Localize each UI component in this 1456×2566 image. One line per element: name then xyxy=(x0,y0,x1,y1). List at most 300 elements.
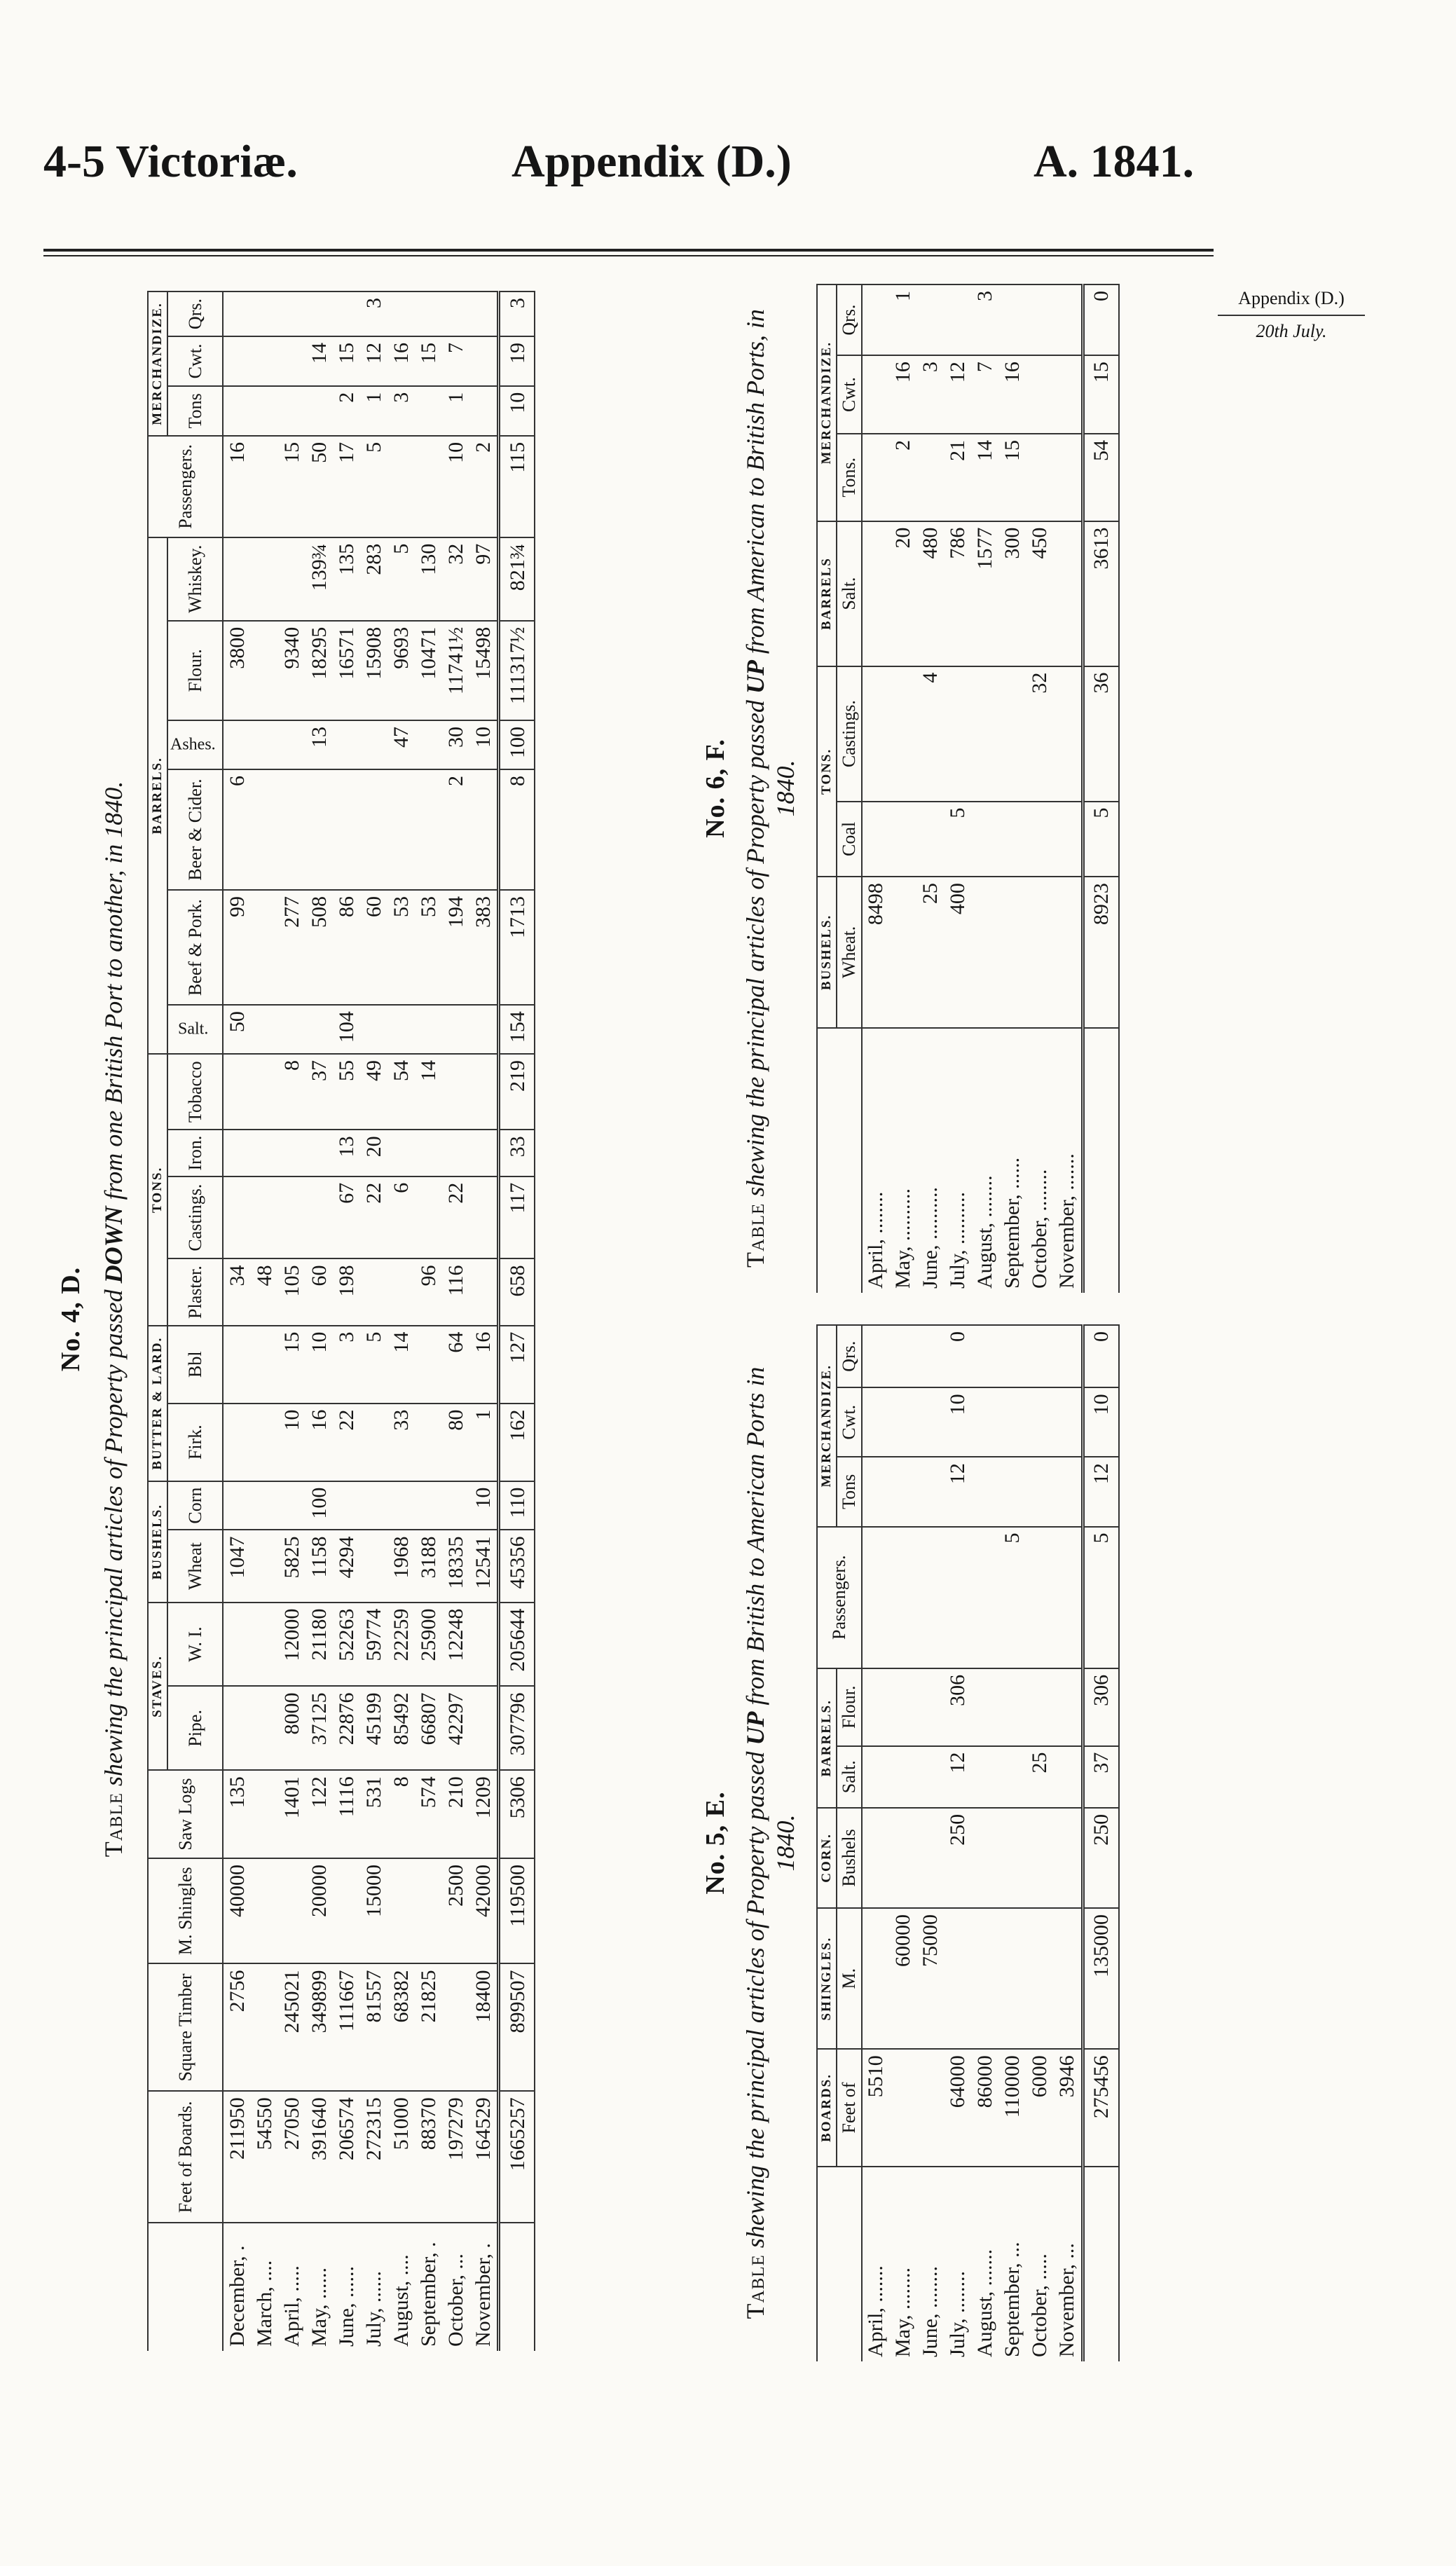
value-cell: 574 xyxy=(415,1770,442,1858)
value-cell xyxy=(333,1858,360,1964)
value-cell: 111667 xyxy=(333,1964,360,2092)
value-cell: 15 xyxy=(415,336,442,386)
value-cell xyxy=(862,1457,890,1526)
col-header: Feet of Boards. xyxy=(148,2091,223,2223)
value-cell: 480 xyxy=(917,521,945,666)
value-cell xyxy=(387,436,415,537)
month-cell: April, ........ xyxy=(862,1028,890,1293)
value-cell xyxy=(360,1005,387,1054)
table-6-number: No. 6, F. xyxy=(701,739,730,838)
value-cell xyxy=(415,1326,442,1404)
group-header: CORN. xyxy=(817,1808,837,1908)
value-cell xyxy=(251,769,278,890)
table-5-body xyxy=(862,1325,1119,2361)
value-cell: 105 xyxy=(278,1258,305,1325)
value-cell: 349899 xyxy=(305,1964,333,2092)
value-cell xyxy=(972,1527,999,1668)
value-cell xyxy=(1026,802,1054,877)
value-cell xyxy=(251,386,278,436)
value-cell: 4 xyxy=(917,666,945,802)
value-cell xyxy=(917,434,945,521)
value-cell xyxy=(251,720,278,769)
value-cell xyxy=(890,1668,917,1746)
value-cell xyxy=(360,1404,387,1481)
value-cell: 198 xyxy=(333,1258,360,1325)
value-cell: 10 xyxy=(442,436,469,537)
value-cell xyxy=(999,1387,1026,1457)
value-cell xyxy=(1026,434,1054,521)
value-cell xyxy=(917,1325,945,1387)
value-cell: 11741½ xyxy=(442,621,469,720)
value-cell: 117 xyxy=(499,1176,535,1259)
value-cell: 127 xyxy=(499,1326,535,1404)
value-cell xyxy=(360,720,387,769)
value-cell: 219 xyxy=(499,1054,535,1130)
value-cell: 25 xyxy=(917,877,945,1027)
value-cell: 12 xyxy=(945,355,972,434)
value-cell xyxy=(862,355,890,434)
col-header: Flour. xyxy=(167,621,223,720)
value-cell xyxy=(278,769,305,890)
value-cell: 130 xyxy=(415,537,442,621)
group-header: BUSHELS. xyxy=(148,1481,167,1603)
value-cell: 81557 xyxy=(360,1964,387,2092)
value-cell xyxy=(862,1668,890,1746)
value-cell xyxy=(469,1130,499,1176)
value-cell xyxy=(278,291,305,336)
value-cell: 2756 xyxy=(223,1964,251,2092)
value-cell xyxy=(442,1005,469,1054)
value-cell: 20000 xyxy=(305,1858,333,1964)
value-cell: 10 xyxy=(278,1404,305,1481)
col-header: Beef & Pork. xyxy=(167,890,223,1005)
value-cell: 154 xyxy=(499,1005,535,1054)
table-row xyxy=(945,1325,972,2361)
value-cell xyxy=(945,1527,972,1668)
value-cell: 32 xyxy=(1026,666,1054,802)
value-cell: 135 xyxy=(223,1770,251,1858)
margin-note-date: 20th July. xyxy=(1218,315,1365,343)
table-4-title-prefix: Table xyxy=(99,1792,128,1858)
value-cell: 66807 xyxy=(415,1686,442,1770)
value-cell: 33 xyxy=(387,1404,415,1481)
table-6-title-prefix: Table xyxy=(741,1202,769,1268)
value-cell xyxy=(251,1481,278,1530)
value-cell: 135 xyxy=(333,537,360,621)
value-cell xyxy=(890,1387,917,1457)
col-header: Saw Logs xyxy=(148,1770,223,1858)
value-cell: 275456 xyxy=(1083,2049,1119,2166)
value-cell xyxy=(223,1481,251,1530)
table-6-title-pre: shewing the principal articles of Property passed xyxy=(741,700,769,1197)
value-cell: 3 xyxy=(917,355,945,434)
value-cell: 5306 xyxy=(499,1770,535,1858)
value-cell: 821¾ xyxy=(499,537,535,621)
table-6-title-post: from American to British Ports, in 1840. xyxy=(741,309,800,817)
value-cell xyxy=(917,1746,945,1808)
value-cell xyxy=(305,1005,333,1054)
value-cell: 135000 xyxy=(1083,1908,1119,2049)
value-cell xyxy=(999,1457,1026,1526)
value-cell: 60000 xyxy=(890,1908,917,2049)
value-cell xyxy=(278,537,305,621)
value-cell: 2 xyxy=(469,436,499,537)
value-cell xyxy=(1026,1325,1054,1387)
table-row xyxy=(360,291,387,2351)
value-cell xyxy=(999,1325,1026,1387)
value-cell: 3613 xyxy=(1083,521,1119,666)
value-cell: 15498 xyxy=(469,621,499,720)
value-cell: 12 xyxy=(1083,1457,1119,1526)
group-header: TONS. xyxy=(148,1054,167,1326)
value-cell xyxy=(1054,1527,1083,1668)
value-cell xyxy=(945,666,972,802)
value-cell xyxy=(1026,1457,1054,1526)
value-cell xyxy=(469,1176,499,1259)
value-cell: 1 xyxy=(890,284,917,355)
table-row xyxy=(223,291,251,2351)
col-header: Qrs. xyxy=(837,284,861,355)
table-4-title-pre: shewing the principal articles of Property passed xyxy=(99,1289,128,1787)
value-cell xyxy=(890,1527,917,1668)
value-cell xyxy=(890,1808,917,1908)
value-cell xyxy=(278,720,305,769)
value-cell: 48 xyxy=(251,1258,278,1325)
group-header: MERCHANDIZE. xyxy=(817,1325,837,1527)
table-row xyxy=(972,1325,999,2361)
value-cell xyxy=(1054,1746,1083,1808)
table-row xyxy=(278,291,305,2351)
margin-note-title: Appendix (D.) xyxy=(1238,288,1345,308)
value-cell: 4294 xyxy=(333,1530,360,1603)
value-cell: 64000 xyxy=(945,2049,972,2166)
value-cell: 16 xyxy=(387,336,415,386)
value-cell xyxy=(251,1054,278,1130)
col-header: W. I. xyxy=(167,1603,223,1687)
value-cell: 33 xyxy=(499,1130,535,1176)
value-cell xyxy=(972,1457,999,1526)
group-header: BARRELS. xyxy=(817,1668,837,1808)
value-cell xyxy=(223,537,251,621)
value-cell: 14 xyxy=(387,1326,415,1404)
value-cell: 10471 xyxy=(415,621,442,720)
value-cell xyxy=(999,284,1026,355)
value-cell: 391640 xyxy=(305,2091,333,2223)
value-cell: 99 xyxy=(223,890,251,1005)
table-row xyxy=(917,1325,945,2361)
value-cell xyxy=(1026,1668,1054,1746)
value-cell: 51000 xyxy=(387,2091,415,2223)
value-cell xyxy=(223,720,251,769)
month-cell: August, ........ xyxy=(972,1028,999,1293)
value-cell: 5 xyxy=(360,1326,387,1404)
value-cell xyxy=(415,1404,442,1481)
value-cell: 18295 xyxy=(305,621,333,720)
value-cell: 97 xyxy=(469,537,499,621)
header-appendix: Appendix (D.) xyxy=(511,136,792,187)
month-cell: November, . xyxy=(469,2223,499,2351)
value-cell xyxy=(862,284,890,355)
value-cell xyxy=(972,1325,999,1387)
table-4 xyxy=(147,291,535,2351)
value-cell xyxy=(251,1176,278,1259)
value-cell: 8923 xyxy=(1083,877,1119,1027)
value-cell: 15000 xyxy=(360,1858,387,1964)
value-cell: 5 xyxy=(999,1527,1026,1668)
table-row xyxy=(1026,284,1054,1293)
value-cell: 6 xyxy=(387,1176,415,1259)
value-cell xyxy=(387,291,415,336)
col-header: M. xyxy=(837,1908,861,2049)
table-5-title-pre: shewing the principal articles of Property passed xyxy=(741,1751,769,2249)
value-cell: 45199 xyxy=(360,1686,387,1770)
value-cell xyxy=(278,1176,305,1259)
value-cell: 2500 xyxy=(442,1858,469,1964)
value-cell xyxy=(1054,1808,1083,1908)
value-cell: 20 xyxy=(890,521,917,666)
month-cell: May, .......... xyxy=(890,1028,917,1293)
col-header: Wheat xyxy=(167,1530,223,1603)
month-cell: July, ........ xyxy=(945,2167,972,2361)
value-cell: 6000 xyxy=(1026,2049,1054,2166)
value-cell xyxy=(1054,1387,1083,1457)
value-cell: 210 xyxy=(442,1770,469,1858)
col-header: Ashes. xyxy=(167,720,223,769)
value-cell xyxy=(1054,1908,1083,2049)
value-cell xyxy=(1054,521,1083,666)
value-cell xyxy=(972,1668,999,1746)
value-cell xyxy=(1026,1387,1054,1457)
value-cell: 250 xyxy=(945,1808,972,1908)
value-cell xyxy=(223,1176,251,1259)
value-cell xyxy=(251,1326,278,1404)
value-cell: 10 xyxy=(1083,1387,1119,1457)
value-cell xyxy=(333,720,360,769)
value-cell xyxy=(223,386,251,436)
month-cell xyxy=(499,2223,535,2351)
totals-row xyxy=(499,291,535,2351)
value-cell: 115 xyxy=(499,436,535,537)
col-header: Salt. xyxy=(837,1746,861,1808)
value-cell xyxy=(917,1668,945,1746)
value-cell xyxy=(890,802,917,877)
table-6-body xyxy=(862,284,1119,1293)
table-5 xyxy=(816,1324,1119,2361)
value-cell: 300 xyxy=(999,521,1026,666)
value-cell: 12 xyxy=(360,336,387,386)
col-header: Cwt. xyxy=(837,355,861,434)
value-cell xyxy=(1054,802,1083,877)
value-cell xyxy=(469,336,499,386)
value-cell xyxy=(890,1325,917,1387)
value-cell: 22 xyxy=(333,1404,360,1481)
group-header: MERCHANDIZE. xyxy=(148,291,167,436)
col-header: Whiskey. xyxy=(167,537,223,621)
value-cell xyxy=(360,1258,387,1325)
value-cell: 306 xyxy=(945,1668,972,1746)
value-cell: 60 xyxy=(360,890,387,1005)
month-cell: July, ...... xyxy=(360,2223,387,2351)
month-cell: March, .... xyxy=(251,2223,278,2351)
value-cell: 110000 xyxy=(999,2049,1026,2166)
value-cell: 2 xyxy=(442,769,469,890)
value-cell: 658 xyxy=(499,1258,535,1325)
value-cell: 16 xyxy=(223,436,251,537)
value-cell xyxy=(917,1387,945,1457)
value-cell: 1158 xyxy=(305,1530,333,1603)
month-cell: May, ........ xyxy=(890,2167,917,2361)
value-cell xyxy=(999,1808,1026,1908)
col-header: Bushels xyxy=(837,1808,861,1908)
value-cell: 10 xyxy=(469,1481,499,1530)
header-year: A. 1841. xyxy=(1033,136,1195,187)
value-cell xyxy=(862,434,890,521)
value-cell: 54550 xyxy=(251,2091,278,2223)
value-cell xyxy=(387,1481,415,1530)
col-header: Qrs. xyxy=(167,291,223,336)
value-cell: 14 xyxy=(415,1054,442,1130)
value-cell: 100 xyxy=(305,1481,333,1530)
month-cell: October, ... xyxy=(442,2223,469,2351)
value-cell xyxy=(862,802,890,877)
month-cell: July, .......... xyxy=(945,1028,972,1293)
col-header: Salt. xyxy=(167,1005,223,1054)
value-cell xyxy=(251,336,278,386)
table-row xyxy=(890,1325,917,2361)
value-cell xyxy=(223,336,251,386)
value-cell: 75000 xyxy=(917,1908,945,2049)
value-cell: 1713 xyxy=(499,890,535,1005)
value-cell xyxy=(999,666,1026,802)
value-cell: 9693 xyxy=(387,621,415,720)
col-header: Plaster. xyxy=(167,1258,223,1325)
value-cell xyxy=(469,1005,499,1054)
value-cell: 1209 xyxy=(469,1770,499,1858)
value-cell xyxy=(415,1176,442,1259)
value-cell: 14 xyxy=(972,434,999,521)
value-cell xyxy=(278,1858,305,1964)
value-cell: 18335 xyxy=(442,1530,469,1603)
value-cell xyxy=(223,1603,251,1687)
value-cell xyxy=(415,1481,442,1530)
value-cell xyxy=(415,386,442,436)
value-cell xyxy=(223,1054,251,1130)
month-cell: August, ....... xyxy=(972,2167,999,2361)
value-cell: 10 xyxy=(945,1387,972,1457)
value-cell: 5 xyxy=(945,802,972,877)
table-row xyxy=(387,291,415,2351)
value-cell xyxy=(223,291,251,336)
value-cell: 22 xyxy=(442,1176,469,1259)
value-cell xyxy=(890,877,917,1027)
value-cell xyxy=(917,802,945,877)
table-4-body xyxy=(223,291,535,2351)
table-row xyxy=(305,291,333,2351)
value-cell xyxy=(360,1481,387,1530)
table-row xyxy=(1054,1325,1083,2361)
value-cell xyxy=(415,1858,442,1964)
value-cell: 12000 xyxy=(278,1603,305,1687)
value-cell: 8 xyxy=(499,769,535,890)
value-cell: 20 xyxy=(360,1130,387,1176)
month-cell: September, ... xyxy=(999,2167,1026,2361)
value-cell xyxy=(999,1668,1026,1746)
value-cell xyxy=(223,1404,251,1481)
value-cell: 5 xyxy=(1083,1527,1119,1668)
value-cell: 7 xyxy=(442,336,469,386)
value-cell: 47 xyxy=(387,720,415,769)
col-header: Tons. xyxy=(837,434,861,521)
value-cell: 86 xyxy=(333,890,360,1005)
value-cell: 1665257 xyxy=(499,2091,535,2223)
value-cell xyxy=(278,336,305,386)
value-cell: 13 xyxy=(333,1130,360,1176)
value-cell xyxy=(890,1457,917,1526)
value-cell: 50 xyxy=(305,436,333,537)
value-cell: 206574 xyxy=(333,2091,360,2223)
col-header: Beer & Cider. xyxy=(167,769,223,890)
table-4-number: No. 4, D. xyxy=(56,1266,85,1372)
value-cell xyxy=(862,521,890,666)
col-header: Qrs. xyxy=(837,1325,861,1387)
value-cell: 8000 xyxy=(278,1686,305,1770)
value-cell: 1 xyxy=(360,386,387,436)
table-row xyxy=(1054,284,1083,1293)
value-cell: 25 xyxy=(1026,1746,1054,1808)
value-cell xyxy=(415,436,442,537)
value-cell xyxy=(223,1686,251,1770)
value-cell: 88370 xyxy=(415,2091,442,2223)
value-cell xyxy=(917,1457,945,1526)
value-cell xyxy=(278,386,305,436)
value-cell: 37 xyxy=(305,1054,333,1130)
value-cell: 85492 xyxy=(387,1686,415,1770)
value-cell xyxy=(360,1530,387,1603)
table-row xyxy=(862,1325,890,2361)
table-4-title-em: DOWN xyxy=(99,1206,128,1284)
value-cell: 400 xyxy=(945,877,972,1027)
value-cell: 1047 xyxy=(223,1530,251,1603)
value-cell xyxy=(862,1527,890,1668)
table-row xyxy=(972,284,999,1293)
value-cell: 1577 xyxy=(972,521,999,666)
margin-note xyxy=(1218,287,1365,343)
table-row xyxy=(999,284,1026,1293)
month-cell: November, ....... xyxy=(1054,1028,1083,1293)
value-cell xyxy=(862,1908,890,2049)
value-cell xyxy=(862,1746,890,1808)
col-header: Bbl xyxy=(167,1326,223,1404)
value-cell: 54 xyxy=(1083,434,1119,521)
value-cell: 80 xyxy=(442,1404,469,1481)
col-header: Square Timber xyxy=(148,1964,223,2092)
value-cell: 277 xyxy=(278,890,305,1005)
value-cell xyxy=(1054,877,1083,1027)
value-cell xyxy=(917,1527,945,1668)
table-4-title-post: from one British Port to another, in 1840. xyxy=(99,781,128,1200)
value-cell: 0 xyxy=(945,1325,972,1387)
value-cell: 1968 xyxy=(387,1530,415,1603)
value-cell xyxy=(972,1908,999,2049)
value-cell xyxy=(1054,1457,1083,1526)
col-header: Firk. xyxy=(167,1404,223,1481)
col-header: Castings. xyxy=(837,666,861,802)
value-cell: 450 xyxy=(1026,521,1054,666)
value-cell: 15 xyxy=(333,336,360,386)
value-cell: 25900 xyxy=(415,1603,442,1687)
value-cell xyxy=(999,877,1026,1027)
value-cell: 508 xyxy=(305,890,333,1005)
